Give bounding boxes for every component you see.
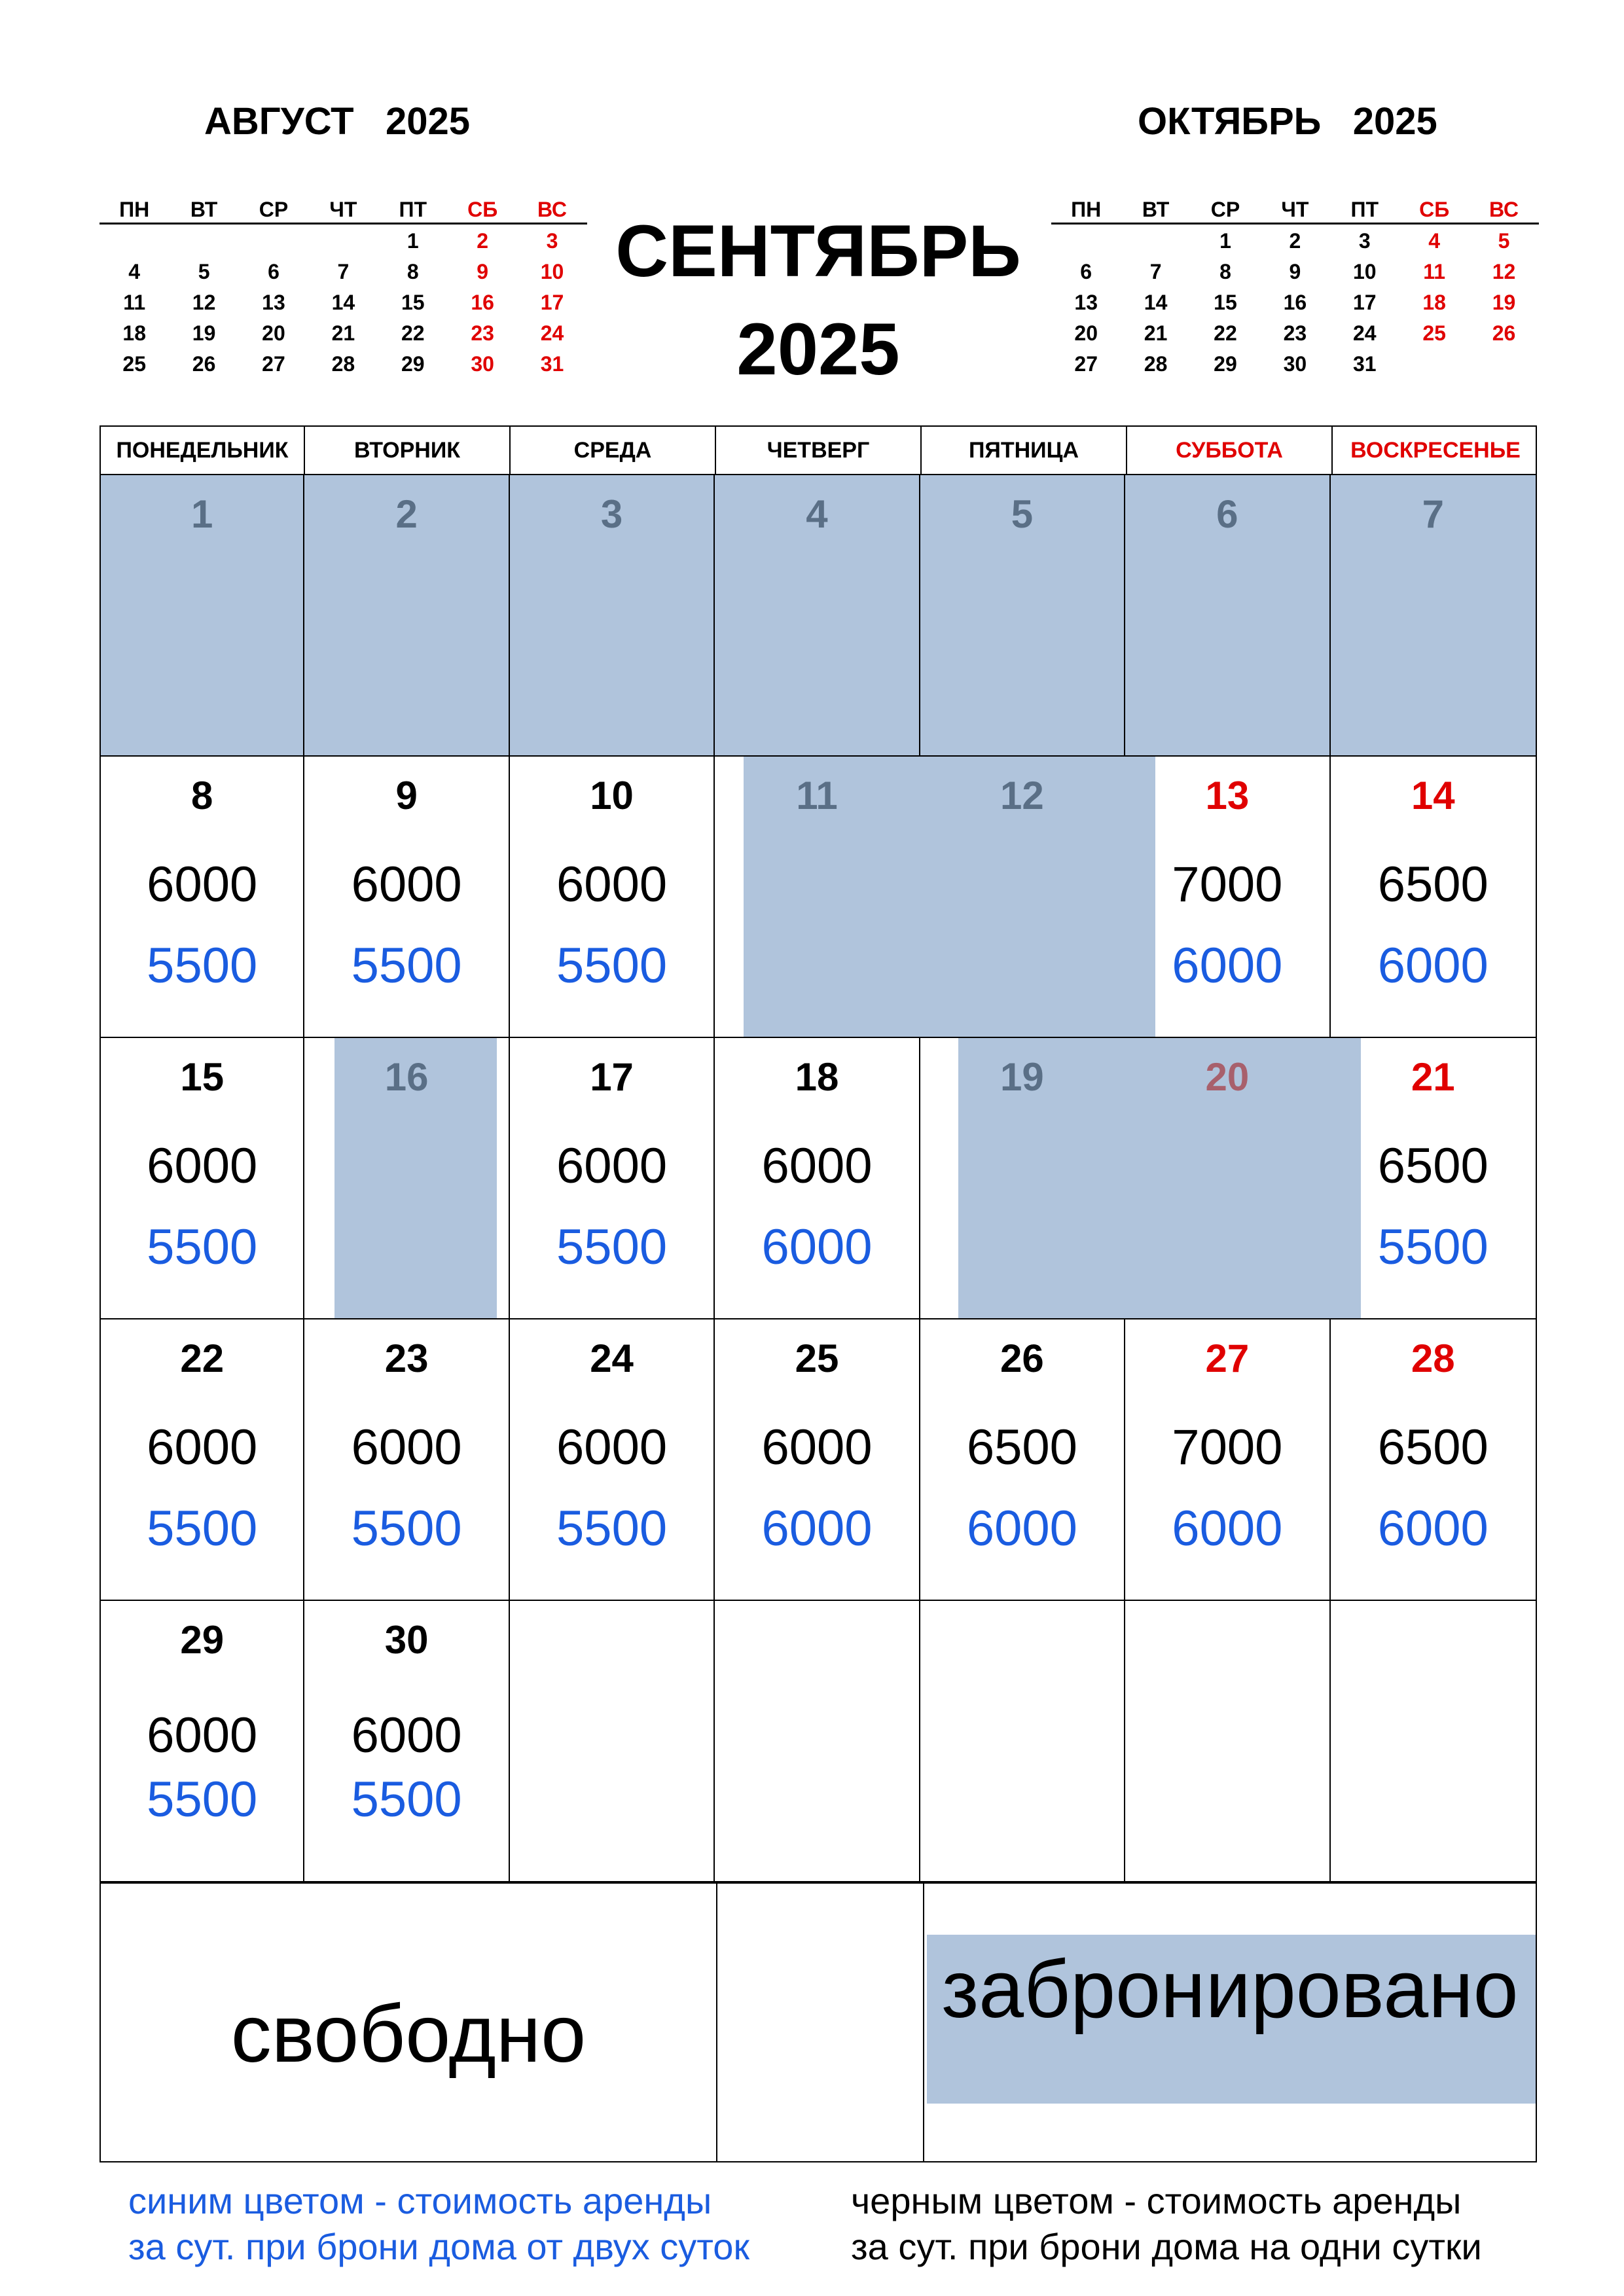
week-row [99, 1601, 1537, 1882]
mini-day: 20 [262, 321, 285, 345]
mini-month: ОКТЯБРЬ [1138, 100, 1322, 143]
mini-weekday: СР [259, 198, 289, 221]
legend-booked-label: забронировано [941, 1945, 1519, 2035]
day-cell [1125, 1601, 1330, 1881]
day-number: 25 [795, 1336, 839, 1380]
mini-day [239, 226, 308, 257]
day-cell [715, 1319, 920, 1600]
day-cell [1125, 757, 1330, 1037]
price-two-days: 5500 [1377, 1219, 1489, 1275]
legend-booked [924, 1884, 1536, 2161]
day-cell [304, 1038, 509, 1318]
day-number: 16 [384, 1055, 429, 1099]
mini-day: 13 [1074, 291, 1098, 314]
price-one-day: 6500 [1377, 857, 1489, 912]
mini-day: 25 [122, 352, 146, 376]
mini-weekday: СБ [467, 198, 498, 221]
day-cell [920, 475, 1125, 755]
day-cell [101, 1038, 304, 1318]
weekday-header-cell: ВОСКРЕСЕНЬЕ [1350, 438, 1521, 463]
weekday-header-cell: ПЯТНИЦА [922, 427, 1127, 474]
mini-day: 4 [1428, 229, 1441, 253]
day-number: 12 [1000, 774, 1044, 817]
mini-weekday: ПТ [1350, 198, 1379, 221]
mini-day [308, 226, 378, 257]
mini-day: 22 [401, 321, 425, 345]
mini-day [1469, 349, 1538, 380]
mini-day: 27 [262, 352, 285, 376]
price-one-day: 6000 [147, 1138, 258, 1194]
weekday-header-cell: СУББОТА [1127, 427, 1333, 474]
price-one-day: 7000 [1172, 1420, 1283, 1475]
mini-day [1121, 226, 1190, 257]
day-number: 23 [384, 1336, 429, 1380]
day-cell [510, 757, 715, 1037]
mini-day: 25 [1422, 321, 1446, 345]
note-one-day-price [851, 2178, 1482, 2270]
price-two-days: 6000 [761, 1219, 873, 1275]
mini-day: 11 [123, 291, 146, 314]
price-one-day: 6000 [556, 1138, 668, 1194]
mini-day: 13 [262, 291, 285, 314]
weekday-header [99, 425, 1537, 475]
mini-day: 15 [1214, 291, 1237, 314]
mini-day: 2 [1289, 229, 1301, 253]
mini-day: 14 [1144, 291, 1168, 314]
mini-day: 11 [1423, 260, 1446, 283]
day-number: 8 [191, 774, 213, 817]
price-one-day: 6000 [351, 857, 462, 912]
price-two-days: 5500 [351, 1501, 462, 1556]
mini-day: 6 [1080, 260, 1092, 283]
mini-day: 4 [128, 260, 141, 283]
day-number: 1 [191, 492, 213, 536]
mini-day [99, 226, 169, 257]
price-two-days: 5500 [147, 1772, 258, 1827]
mini-day: 14 [331, 291, 355, 314]
mini-day: 26 [1492, 321, 1516, 345]
mini-week-row [99, 226, 587, 257]
weekday-header-cell: СРЕДА [511, 427, 716, 474]
day-cell [1331, 1038, 1536, 1318]
mini-calendar-days [99, 226, 587, 380]
day-number: 30 [384, 1618, 429, 1662]
mini-day: 5 [198, 260, 210, 283]
day-cell [1125, 1038, 1330, 1318]
mini-day: 7 [337, 260, 350, 283]
mini-day: 21 [331, 321, 355, 345]
price-one-day: 6500 [1377, 1138, 1489, 1194]
mini-week-row [1051, 257, 1539, 287]
day-cell [715, 1038, 920, 1318]
day-number: 20 [1205, 1055, 1250, 1099]
mini-day: 26 [192, 352, 216, 376]
day-number: 14 [1411, 774, 1455, 817]
mini-day: 10 [1352, 260, 1377, 283]
price-two-days: 5500 [556, 938, 668, 994]
day-cell [920, 757, 1125, 1037]
day-cell [101, 475, 304, 755]
day-number: 7 [1422, 492, 1444, 536]
price-one-day: 6500 [1377, 1420, 1489, 1475]
day-cell [1331, 757, 1536, 1037]
mini-day: 5 [1498, 229, 1510, 253]
mini-day: 27 [1074, 352, 1098, 376]
mini-day: 1 [406, 229, 419, 253]
mini-day: 28 [1144, 352, 1168, 376]
mini-year: 2025 [1352, 100, 1437, 143]
price-one-day: 6000 [761, 1420, 873, 1475]
day-number: 22 [180, 1336, 225, 1380]
mini-day: 18 [1422, 291, 1446, 314]
mini-day: 30 [1283, 352, 1307, 376]
day-cell [101, 1601, 304, 1881]
mini-weekday: СБ [1419, 198, 1450, 221]
mini-day: 31 [540, 352, 564, 376]
mini-day: 22 [1214, 321, 1237, 345]
mini-day: 10 [540, 260, 564, 283]
day-cell [510, 475, 715, 755]
day-number: 17 [590, 1055, 634, 1099]
mini-day [1051, 226, 1121, 257]
mini-day: 19 [192, 321, 216, 345]
day-cell [1125, 475, 1330, 755]
day-cell [304, 1319, 509, 1600]
price-one-day: 6500 [966, 1420, 1077, 1475]
mini-week-row [99, 287, 587, 318]
mini-year: 2025 [385, 100, 470, 143]
calendar-month-title: СЕНТЯБРЬ [615, 210, 1021, 292]
mini-day: 3 [1358, 229, 1371, 253]
mini-weekday: ПН [1071, 198, 1102, 221]
day-number: 24 [590, 1336, 634, 1380]
day-number: 15 [180, 1055, 225, 1099]
legend [99, 1882, 1537, 2162]
mini-week-row [1051, 226, 1539, 257]
mini-weekday: ВС [537, 198, 568, 221]
day-cell [304, 475, 509, 755]
mini-day: 19 [1492, 291, 1516, 314]
mini-day: 9 [1289, 260, 1301, 283]
price-two-days: 5500 [147, 938, 258, 994]
day-number: 13 [1205, 774, 1250, 817]
mini-day: 29 [1214, 352, 1237, 376]
mini-day: 29 [401, 352, 425, 376]
mini-day: 8 [1219, 260, 1231, 283]
day-cell [304, 757, 509, 1037]
day-cell [510, 1038, 715, 1318]
mini-week-row [99, 257, 587, 287]
mini-day [169, 226, 238, 257]
day-number: 3 [600, 492, 623, 536]
day-number: 6 [1216, 492, 1238, 536]
day-number: 10 [590, 774, 634, 817]
mini-day: 24 [540, 321, 564, 345]
day-number: 18 [795, 1055, 839, 1099]
mini-calendar-days [1051, 226, 1539, 380]
mini-day: 31 [1352, 352, 1377, 376]
price-two-days: 6000 [1172, 1501, 1283, 1556]
price-two-days: 5500 [351, 938, 462, 994]
mini-month: АВГУСТ [204, 100, 354, 143]
day-number: 4 [806, 492, 828, 536]
day-cell [101, 1319, 304, 1600]
mini-day: 3 [546, 229, 558, 253]
weekday-header-cell: ПОНЕДЕЛЬНИК [101, 427, 305, 474]
mini-day: 12 [1492, 260, 1516, 283]
price-one-day: 6000 [147, 857, 258, 912]
price-one-day: 6000 [556, 1420, 668, 1475]
price-two-days: 6000 [1377, 938, 1489, 994]
mini-day: 30 [471, 352, 494, 376]
day-number: 29 [180, 1618, 225, 1662]
day-number: 2 [395, 492, 418, 536]
mini-day: 15 [401, 291, 425, 314]
price-two-days: 5500 [556, 1501, 668, 1556]
price-two-days: 6000 [761, 1501, 873, 1556]
day-number: 11 [796, 774, 838, 817]
mini-day: 8 [406, 260, 419, 283]
note-line: за сут. при брони дома от двух суток [128, 2226, 749, 2267]
mini-day: 16 [1283, 291, 1307, 314]
day-number: 27 [1205, 1336, 1250, 1380]
price-one-day: 6000 [761, 1138, 873, 1194]
note-two-day-price [128, 2178, 749, 2270]
mini-calendar-title [204, 99, 470, 143]
day-number: 5 [1011, 492, 1034, 536]
price-one-day: 6000 [556, 857, 668, 912]
day-cell [1125, 1319, 1330, 1600]
day-cell [715, 475, 920, 755]
day-cell [510, 1319, 715, 1600]
day-cell [1331, 1601, 1536, 1881]
mini-day: 16 [471, 291, 494, 314]
mini-weekday: ВТ [190, 198, 218, 221]
mini-day: 23 [1283, 321, 1307, 345]
mini-weekday: ПТ [399, 198, 427, 221]
day-number: 28 [1411, 1336, 1455, 1380]
day-cell [920, 1038, 1125, 1318]
price-two-days: 6000 [1377, 1501, 1489, 1556]
day-cell [304, 1601, 509, 1881]
mini-day: 12 [192, 291, 216, 314]
week-row [99, 757, 1537, 1038]
legend-free [101, 1884, 717, 2161]
day-cell [715, 757, 920, 1037]
mini-day: 1 [1219, 229, 1231, 253]
mini-weekday: ПН [119, 198, 150, 221]
mini-week-row [99, 318, 587, 349]
legend-spacer [717, 1884, 924, 2161]
day-cell [920, 1601, 1125, 1881]
day-number: 19 [1000, 1055, 1044, 1099]
mini-weekday: СР [1210, 198, 1240, 221]
mini-week-row [1051, 287, 1539, 318]
day-number: 9 [395, 774, 418, 817]
mini-day: 18 [122, 321, 146, 345]
price-two-days: 6000 [1172, 938, 1283, 994]
mini-day: 24 [1352, 321, 1377, 345]
calendar-year-title: 2025 [736, 308, 900, 390]
price-one-day: 6000 [351, 1708, 462, 1763]
mini-weekday-header [99, 196, 587, 224]
note-line: за сут. при брони дома на одни сутки [851, 2226, 1482, 2267]
mini-weekday: ВТ [1142, 198, 1170, 221]
price-one-day: 6000 [147, 1708, 258, 1763]
day-cell [1331, 475, 1536, 755]
week-row [99, 1319, 1537, 1601]
mini-day: 2 [477, 229, 489, 253]
mini-week-row [1051, 318, 1539, 349]
day-number: 26 [1000, 1336, 1044, 1380]
mini-weekday: ЧТ [329, 198, 357, 221]
price-one-day: 7000 [1172, 857, 1283, 912]
price-two-days: 5500 [556, 1219, 668, 1275]
legend-free-label: свободно [230, 1989, 586, 2079]
week-row [99, 475, 1537, 757]
mini-week-row [1051, 349, 1539, 380]
mini-day [1399, 349, 1469, 380]
day-cell [1331, 1319, 1536, 1600]
mini-weekday-header [1051, 196, 1539, 224]
price-two-days: 6000 [966, 1501, 1077, 1556]
day-cell [510, 1601, 715, 1881]
mini-day: 23 [471, 321, 494, 345]
mini-day: 17 [540, 291, 564, 314]
mini-day: 7 [1149, 260, 1162, 283]
mini-day: 17 [1352, 291, 1377, 314]
price-two-days: 5500 [351, 1772, 462, 1827]
mini-weekday: ВС [1489, 198, 1519, 221]
note-line: черным цветом - стоимость аренды [851, 2180, 1462, 2221]
price-one-day: 6000 [147, 1420, 258, 1475]
day-cell [715, 1601, 920, 1881]
weekday-header-cell: ЧЕТВЕРГ [716, 427, 922, 474]
mini-day: 21 [1144, 321, 1168, 345]
mini-calendar-title [1138, 99, 1437, 143]
mini-day: 20 [1074, 321, 1098, 345]
day-cell [920, 1319, 1125, 1600]
note-line: синим цветом - стоимость аренды [128, 2180, 712, 2221]
day-cell [101, 757, 304, 1037]
week-rows [99, 475, 1537, 1882]
price-two-days: 5500 [147, 1501, 258, 1556]
mini-day: 28 [331, 352, 355, 376]
weekday-header-cell: ВТОРНИК [305, 427, 511, 474]
day-number: 21 [1411, 1055, 1455, 1099]
mini-day: 9 [477, 260, 489, 283]
mini-day: 6 [268, 260, 280, 283]
month-grid [99, 425, 1537, 1882]
price-two-days: 5500 [147, 1219, 258, 1275]
price-one-day: 6000 [351, 1420, 462, 1475]
mini-week-row [99, 349, 587, 380]
mini-weekday: ЧТ [1281, 198, 1309, 221]
week-row [99, 1038, 1537, 1319]
